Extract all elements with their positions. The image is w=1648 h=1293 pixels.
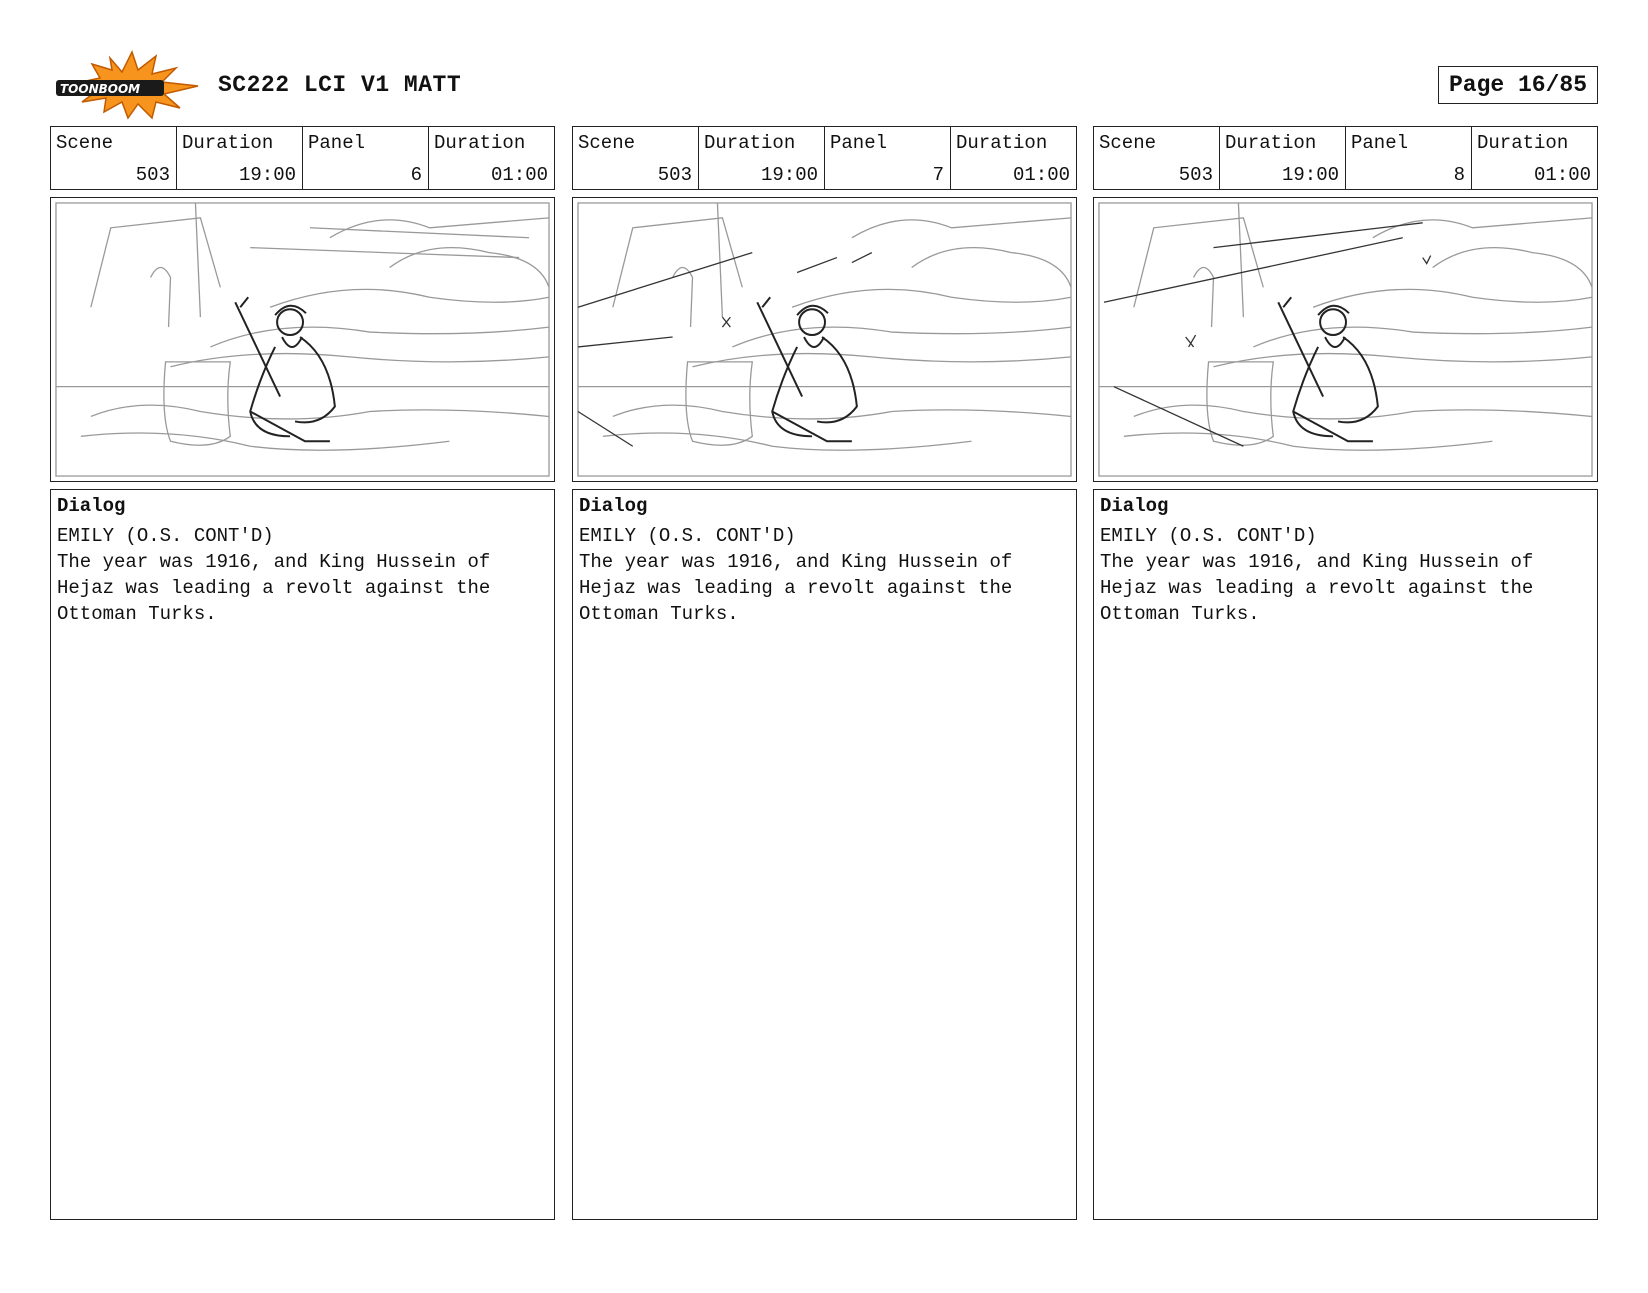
scene-cell bbox=[573, 127, 699, 189]
scene-cell bbox=[51, 127, 177, 189]
scene-duration-label: Duration bbox=[182, 132, 274, 154]
scene-duration-cell bbox=[177, 127, 303, 189]
scene-duration-cell bbox=[1220, 127, 1346, 189]
dialog-speaker: EMILY (O.S. CONT'D) bbox=[579, 525, 796, 547]
dialog-box bbox=[572, 489, 1077, 1220]
panel-duration: 01:00 bbox=[490, 164, 548, 186]
dialog-box bbox=[50, 489, 555, 1220]
panel-label: Panel bbox=[830, 132, 888, 154]
page-number-box bbox=[1438, 66, 1598, 104]
dialog-text: The year was 1916, and King Hussein of Hejaz was leading a revolt against the Ottoman Turks. bbox=[57, 551, 502, 625]
dialog-text: The year was 1916, and King Hussein of Hejaz was leading a revolt against the Ottoman Turks. bbox=[1100, 551, 1545, 625]
scene-label: Scene bbox=[56, 132, 114, 154]
scene-duration-label: Duration bbox=[1225, 132, 1317, 154]
sketch-image bbox=[573, 198, 1076, 481]
scene-label: Scene bbox=[1099, 132, 1157, 154]
page-number: Page 16/85 bbox=[1448, 72, 1588, 98]
dialog-speaker: EMILY (O.S. CONT'D) bbox=[57, 525, 274, 547]
scene-label: Scene bbox=[578, 132, 636, 154]
scene-duration-label: Duration bbox=[704, 132, 796, 154]
panel-duration-cell bbox=[429, 127, 554, 189]
storyboard-panel-column bbox=[50, 126, 555, 1220]
dialog-heading: Dialog bbox=[579, 495, 648, 517]
scene-duration-cell bbox=[699, 127, 825, 189]
dialog-text: The year was 1916, and King Hussein of Hejaz was leading a revolt against the Ottoman Turks. bbox=[579, 551, 1024, 625]
scene-duration: 19:00 bbox=[238, 164, 296, 186]
storyboard-frame bbox=[1093, 197, 1598, 482]
panel-number: 7 bbox=[932, 164, 944, 186]
panel-number: 6 bbox=[410, 164, 422, 186]
panel-info-row bbox=[572, 126, 1077, 190]
panel-info-row bbox=[1093, 126, 1598, 190]
panel-duration-cell bbox=[1472, 127, 1597, 189]
dialog-speaker: EMILY (O.S. CONT'D) bbox=[1100, 525, 1317, 547]
panel-cell bbox=[825, 127, 951, 189]
logo-text: TOONBOOM bbox=[60, 82, 141, 96]
panel-label: Panel bbox=[1351, 132, 1409, 154]
panel-duration-label: Duration bbox=[1477, 132, 1569, 154]
storyboard-frame bbox=[572, 197, 1077, 482]
dialog-heading: Dialog bbox=[57, 495, 126, 517]
storyboard-panel-column bbox=[572, 126, 1077, 1220]
scene-cell bbox=[1094, 127, 1220, 189]
panel-cell bbox=[303, 127, 429, 189]
storyboard-panel-column bbox=[1093, 126, 1598, 1220]
scene-number: 503 bbox=[1178, 164, 1213, 186]
sheet-title: SC222 LCI V1 MATT bbox=[218, 72, 462, 98]
scene-number: 503 bbox=[135, 164, 170, 186]
sketch-image bbox=[51, 198, 554, 481]
panel-duration-label: Duration bbox=[434, 132, 526, 154]
toonboom-logo bbox=[52, 50, 202, 120]
storyboard-frame bbox=[50, 197, 555, 482]
panel-duration-cell bbox=[951, 127, 1076, 189]
panel-cell bbox=[1346, 127, 1472, 189]
panel-duration: 01:00 bbox=[1012, 164, 1070, 186]
sketch-image bbox=[1094, 198, 1597, 481]
scene-duration: 19:00 bbox=[1281, 164, 1339, 186]
panel-duration: 01:00 bbox=[1533, 164, 1591, 186]
dialog-box bbox=[1093, 489, 1598, 1220]
dialog-heading: Dialog bbox=[1100, 495, 1169, 517]
scene-number: 503 bbox=[657, 164, 692, 186]
panel-duration-label: Duration bbox=[956, 132, 1048, 154]
panel-info-row bbox=[50, 126, 555, 190]
panel-number: 8 bbox=[1453, 164, 1465, 186]
panel-label: Panel bbox=[308, 132, 366, 154]
scene-duration: 19:00 bbox=[760, 164, 818, 186]
